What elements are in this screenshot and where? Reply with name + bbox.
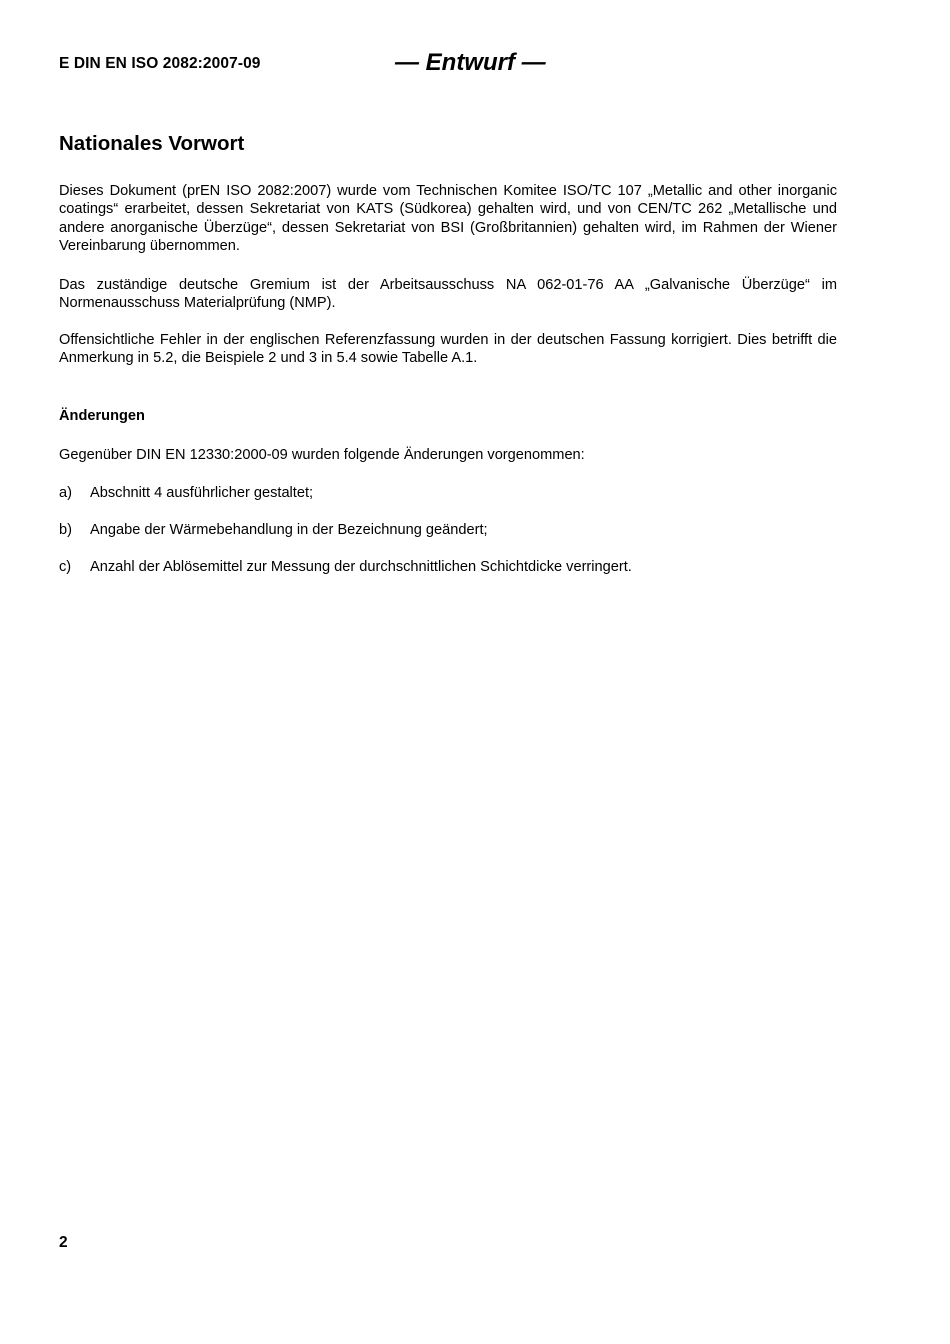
list-item-text: Anzahl der Ablösemittel zur Messung der durchschnittlichen Schichtdicke verringert. [90, 559, 632, 575]
draft-mark: — Entwurf — [395, 49, 546, 76]
paragraph-corrections: Offensichtliche Fehler in der englischen Referenzfassung wurden in der deutschen Fassung korrigiert. Dies betrifft die Anmerkung in 5.2, die Beispiele 2 und 3 in 5.4 sowie Tabelle A.1. [59, 332, 837, 367]
list-item-text: Angabe der Wärmebehandlung in der Bezeichnung geändert; [90, 522, 488, 538]
list-marker: c) [59, 559, 72, 575]
list-marker: b) [59, 522, 72, 538]
changes-intro: Gegenüber DIN EN 12330:2000-09 wurden folgende Änderungen vorgenommen: [59, 447, 585, 463]
document-id: E DIN EN ISO 2082:2007-09 [59, 55, 261, 72]
page-title: Nationales Vorwort [59, 132, 245, 155]
list-item-text: Abschnitt 4 ausführlicher gestaltet; [90, 485, 314, 501]
paragraph-committee: Das zuständige deutsche Gremium ist der Arbeitsausschuss NA 062-01-76 AA „Galvanische Überzüge“ im Normenausschuss Materialprüfung (NMP). [59, 277, 837, 312]
changes-heading: Änderungen [59, 408, 145, 424]
page-number: 2 [59, 1234, 68, 1251]
paragraph-adoption: Dieses Dokument (prEN ISO 2082:2007) wurde vom Technischen Komitee ISO/TC 107 „Metallic and other inorganic coatings“ erarbeitet, dessen Sekretariat von KATS (Südkorea) gehalten wird, und von CEN/TC 262 „Metallische und andere anorganische Überzüge“, dessen Sekretariat von BSI (Großbritannien) gehalten wird, im Rahmen der Wiener Vereinbarung übernommen. [59, 183, 837, 255]
list-marker: a) [59, 485, 72, 501]
